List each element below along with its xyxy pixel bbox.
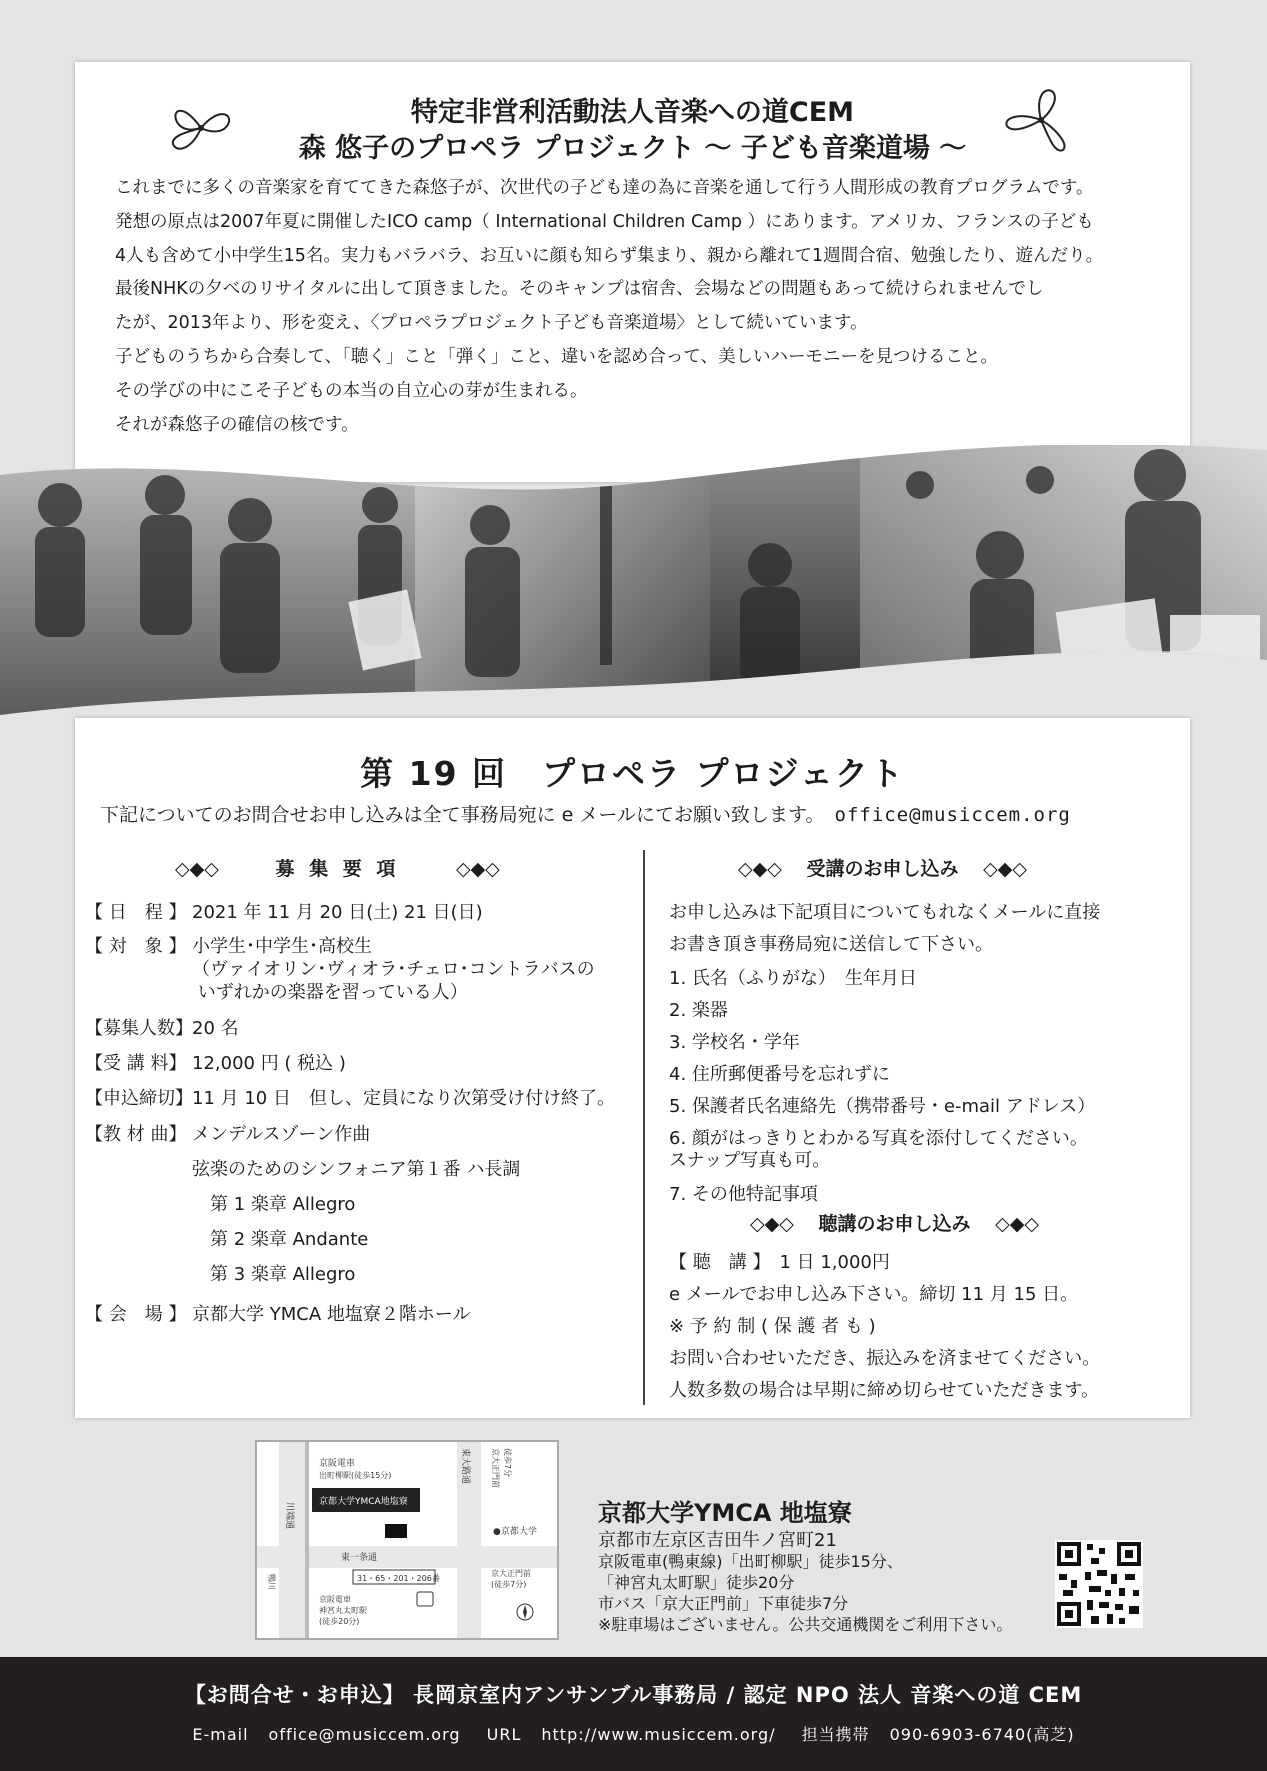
apply-item: 5. 保護者氏名連絡先（携帯番号・e-mail アドレス）	[669, 1096, 1096, 1117]
intro-line: 子どものうちから合奏して、「聴く」こと「弾く」こと、違いを認め合って、美しいハーモニーを見つけること。	[115, 346, 999, 367]
contact-note-text: 下記についてのお問合せお申し込みは全て事務局宛に e メールにてお願い致します。	[100, 804, 825, 826]
recruit-row	[85, 1084, 615, 1110]
map-label-keihan: 京阪電車	[319, 1459, 356, 1469]
recruit-row	[85, 898, 483, 924]
access-map	[255, 1440, 559, 1640]
row-value: 京都大学 YMCA 地塩寮２階ホール	[192, 1304, 471, 1325]
recruit-row	[85, 1155, 520, 1181]
audit-line: e メールでお申し込み下さい。締切 11 月 15 日。	[669, 1284, 1079, 1305]
photo-band	[0, 445, 1267, 720]
intro-line: 最後NHKの夕べのリサイタルに出して頂きました。そのキャンプは宿舎、会場などの問題もあって続けられませんでし	[115, 279, 1044, 300]
row-value: 20 名	[192, 1018, 239, 1039]
project-title: 森 悠子のプロペラ プロジェクト 〜 子ども音楽道場 〜	[298, 133, 967, 164]
diamond-ornament-icon: ◇◆◇	[750, 1213, 794, 1235]
diamond-ornament-icon: ◇◆◇	[738, 858, 782, 880]
map-label-kyodai: ●京都大学	[493, 1527, 537, 1537]
row-label: 【 日 程 】	[85, 902, 187, 923]
recruit-row	[85, 978, 468, 1004]
row-label: 【申込締切】	[85, 1088, 193, 1109]
apply-item: 1. 氏名（ふりがな） 生年月日	[669, 968, 917, 989]
apply-intro: お申し込みは下記項目についてもれなくメールに直接	[669, 902, 1101, 923]
diamond-ornament-icon: ◇◆◇	[455, 858, 500, 880]
venue-name: 京都大学YMCA 地塩寮	[598, 1499, 852, 1527]
recruit-row	[85, 1049, 346, 1075]
intro-card	[75, 62, 1190, 482]
recruit-row	[85, 1260, 355, 1286]
diamond-ornament-icon: ◇◆◇	[983, 858, 1027, 880]
row-value: 第 2 楽章 Andante	[192, 1229, 369, 1250]
recruit-heading-text: 募 集 要 項	[275, 858, 400, 880]
row-label: 【募集人数】	[85, 1018, 193, 1039]
apply-heading	[738, 854, 1027, 881]
footer-contact: 【お問合せ・お申込】 長岡京室内アンサンブル事務局 / 認定 NPO 法人 音楽への道 CEM	[184, 1683, 1083, 1707]
recruit-row	[85, 1225, 368, 1251]
map-label-keihan-2: 京阪電車	[319, 1595, 351, 1604]
diamond-ornament-icon: ◇◆◇	[995, 1213, 1039, 1235]
row-label: 【 会 場 】	[85, 1304, 187, 1325]
footer	[0, 1657, 1267, 1771]
audit-heading	[750, 1209, 1039, 1236]
row-value: 第 1 楽章 Allegro	[192, 1194, 356, 1215]
map-label-walk-7: (徒歩7分)	[491, 1580, 527, 1589]
footer-url-link[interactable]: http://www.musiccem.org/	[541, 1725, 776, 1744]
ymca-marker-icon	[385, 1524, 407, 1538]
map-label-seimon-2: 京大正門前	[491, 1569, 531, 1578]
venue-street: 京都市左京区吉田牛ノ宮町21	[598, 1530, 837, 1551]
row-value: 12,000 円 ( 税込 )	[192, 1053, 346, 1074]
map-label-higashiichijo: 東一条通	[341, 1553, 378, 1563]
map-label-kawabata: 川端通	[284, 1502, 294, 1530]
map-label-ymca: 京都大学YMCA地塩寮	[319, 1497, 408, 1507]
map-label-walk: 徒歩7分	[503, 1448, 512, 1478]
email-label: E-mail	[192, 1725, 249, 1744]
recruit-heading	[175, 854, 500, 881]
intro-line: その学びの中にこそ子どもの本当の自立心の芽が生まれる。	[115, 380, 588, 401]
event-title: 第 19 回 プロペラ プロジェクト	[360, 754, 905, 793]
footer-details	[0, 1722, 1267, 1745]
apply-intro: お書き頂き事務局宛に送信して下さい。	[669, 934, 993, 955]
apply-item: スナップ写真も可。	[669, 1150, 831, 1171]
intro-line: たが、2013年より、形を変え、〈プロペラプロジェクト子ども音楽道場〉として続いています。	[115, 313, 868, 334]
row-value: メンデルスゾーン作曲	[192, 1124, 371, 1145]
row-value: 第 3 楽章 Allegro	[192, 1264, 356, 1285]
map-label-higashioji: 東大路通	[460, 1448, 470, 1485]
apply-item: 4. 住所郵便番号を忘れずに	[669, 1064, 890, 1085]
row-value: （ヴァイオリン･ヴィオラ･チェロ･コントラバスの	[192, 959, 595, 980]
apply-item: 3. 学校名・学年	[669, 1032, 800, 1053]
recruit-row	[85, 1300, 471, 1326]
map-label-walk-20: (徒歩20分)	[319, 1617, 360, 1626]
url-label: URL	[486, 1725, 522, 1744]
access-line: 「神宮丸太町駅」徒歩20分	[598, 1573, 795, 1592]
recruit-row	[85, 1190, 355, 1216]
map-label-kamo: 鴨川	[267, 1574, 276, 1590]
bus-icon	[417, 1592, 433, 1606]
intro-text	[115, 172, 1160, 442]
contact-note	[100, 800, 1071, 827]
address-block	[598, 1493, 1012, 1635]
apply-item: 6. 顔がはっきりとわかる写真を添付してください。	[669, 1128, 1088, 1149]
intro-line: これまでに多くの音楽家を育ててきた森悠子が、次世代の子ども達の為に音楽を通して行う人間形成の教育プログラムです。	[115, 178, 1094, 198]
event-card	[75, 718, 1190, 1418]
map-label-jingu: 神宮丸太町駅	[319, 1606, 367, 1615]
row-label: 【受 講 料】	[85, 1053, 187, 1074]
row-value: 小学生･中学生･高校生	[192, 936, 372, 957]
access-line: ※駐車場はございません。公共交通機関をご利用下さい。	[598, 1615, 1013, 1634]
audit-line: お問い合わせいただき、振込みを済ませてください。	[669, 1348, 1101, 1369]
diamond-ornament-icon: ◇◆◇	[175, 858, 219, 880]
footer-email-link[interactable]: office@musiccem.org	[268, 1725, 461, 1744]
org-title: 特定非営利活動法人音楽への道CEM	[410, 97, 855, 128]
audit-heading-text: 聴講のお申し込み	[818, 1213, 971, 1235]
column-divider	[643, 850, 645, 1405]
row-label: 【 対 象 】	[85, 936, 187, 957]
intro-line: それが森悠子の確信の核です。	[115, 414, 359, 435]
map-label-bus: 31・65・201・206番	[357, 1574, 440, 1583]
recruit-row	[85, 1120, 370, 1146]
audit-line: 【 聴 講 】 1 日 1,000円	[669, 1252, 890, 1273]
apply-heading-text: 受講のお申し込み	[806, 858, 959, 880]
row-value: 2021 年 11 月 20 日(土) 21 日(日)	[192, 902, 483, 923]
access-line: 市バス「京大正門前」下車徒歩7分	[598, 1594, 849, 1613]
row-value: 弦楽のためのシンフォニア第１番 ハ長調	[192, 1159, 521, 1180]
row-value: 11 月 10 日 但し、定員になり次第受け付け終了。	[192, 1088, 615, 1109]
qr-code-icon[interactable]	[1055, 1540, 1143, 1628]
intro-line: 発想の原点は2007年夏に開催したICO camp（ International Children Camp ）にあります。アメリカ、フランスの子ども	[115, 211, 1094, 232]
map-label-seimon: 京大正門前	[491, 1448, 500, 1488]
row-value: いずれかの楽器を習っている人）	[192, 982, 468, 1003]
audit-line: ※ 予 約 制 ( 保 護 者 も )	[669, 1316, 876, 1337]
row-label: 【教 材 曲】	[85, 1124, 187, 1145]
apply-item: 7. その他特記事項	[669, 1184, 818, 1205]
map-drawing	[257, 1442, 557, 1638]
access-line: 京阪電車(鴨東線)「出町柳駅」徒歩15分、	[598, 1552, 903, 1571]
recruit-row	[85, 1014, 239, 1040]
phone-label: 担当携帯	[801, 1725, 870, 1744]
footer-phone: 090-6903-6740(高芝)	[889, 1725, 1075, 1744]
apply-item: 2. 楽器	[669, 1000, 728, 1021]
contact-email-link[interactable]: office@musiccem.org	[834, 804, 1071, 826]
map-label-demachi: 出町柳駅(徒歩15分)	[319, 1471, 392, 1480]
intro-line: 4人も含めて小中学生15名。実力もバラバラ、お互いに顔も知らず集まり、親から離れて1週間合宿、勉強したり、遊んだり。	[115, 245, 1104, 266]
audit-line: 人数多数の場合は早期に締め切らせていただきます。	[669, 1380, 1100, 1401]
